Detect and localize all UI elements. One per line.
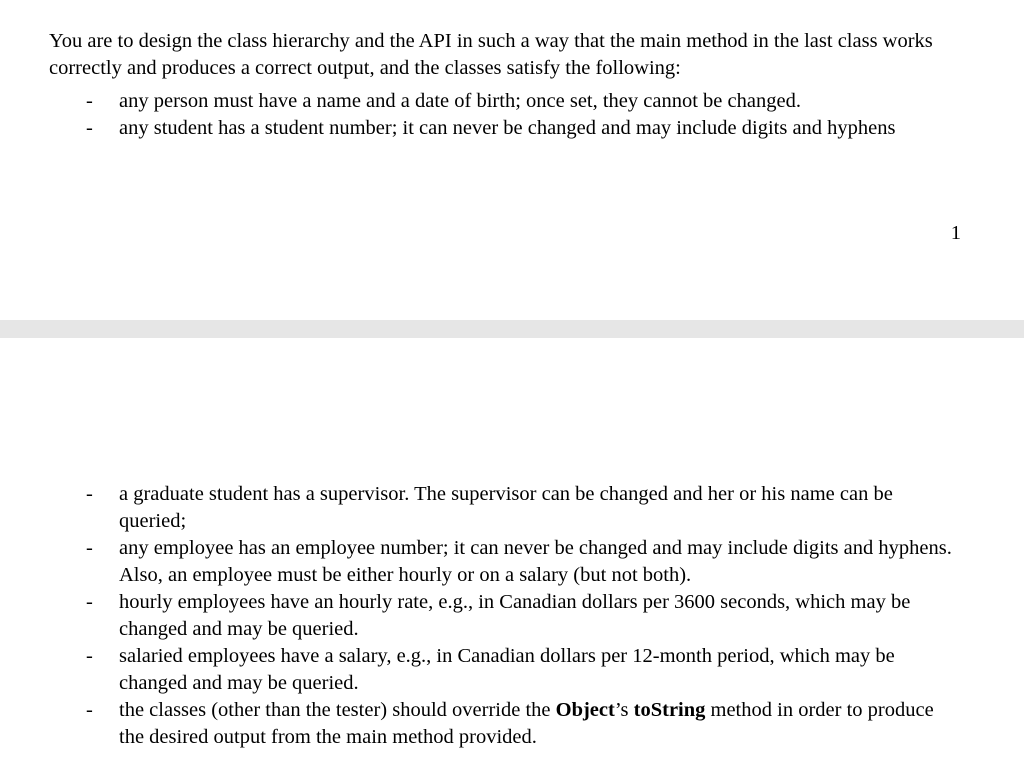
bold-class-name: Object bbox=[555, 699, 615, 721]
list-item bbox=[0, 589, 1024, 643]
list-item-text: any employee has an employee number; it can never be changed and may include digits and hyphens. Also, an employee must be either hourly or on a salary (but not both). bbox=[119, 537, 952, 586]
requirements-list-page-2 bbox=[0, 481, 1024, 751]
list-item bbox=[0, 115, 1024, 142]
page-number: 1 bbox=[950, 222, 961, 244]
list-item-text: salaried employees have a salary, e.g., in Canadian dollars per 12-month period, which may be changed and may be queried. bbox=[119, 645, 895, 694]
list-item-text: a graduate student has a supervisor. The supervisor can be changed and her or his name can be queried; bbox=[119, 483, 893, 532]
list-item bbox=[0, 88, 1024, 115]
list-item bbox=[0, 535, 1024, 589]
bullet-dash: - bbox=[86, 483, 93, 505]
list-item-text: any person must have a name and a date of birth; once set, they cannot be changed. bbox=[119, 90, 801, 112]
document-page-1 bbox=[0, 0, 1024, 320]
bold-method-name: toString bbox=[633, 699, 706, 721]
bullet-dash: - bbox=[86, 699, 93, 721]
bullet-dash: - bbox=[86, 591, 93, 613]
list-item bbox=[0, 697, 1024, 751]
list-item-text bbox=[119, 697, 954, 751]
list-item-text: any student has a student number; it can never be changed and may include digits and hyphens bbox=[119, 117, 896, 139]
intro-paragraph: You are to design the class hierarchy and the API in such a way that the main method in the last class works correctly and produces a correct output, and the classes satisfy the following: bbox=[49, 30, 933, 79]
page-separator bbox=[0, 320, 1024, 338]
list-item-text: hourly employees have an hourly rate, e.g., in Canadian dollars per 3600 seconds, which may be changed and may be queried. bbox=[119, 591, 911, 640]
bullet-dash: - bbox=[86, 537, 93, 559]
requirements-list-page-1 bbox=[0, 88, 1024, 142]
text-run: ’s bbox=[614, 699, 634, 721]
text-run: the classes (other than the tester) should override the bbox=[119, 699, 556, 721]
list-item bbox=[0, 481, 1024, 535]
bullet-dash: - bbox=[86, 117, 93, 139]
bullet-dash: - bbox=[86, 90, 93, 112]
list-item bbox=[0, 643, 1024, 697]
text-run: method in order to produce the desired output from the main method provided. bbox=[119, 699, 934, 748]
bullet-dash: - bbox=[86, 645, 93, 667]
document-page-2 bbox=[0, 338, 1024, 783]
